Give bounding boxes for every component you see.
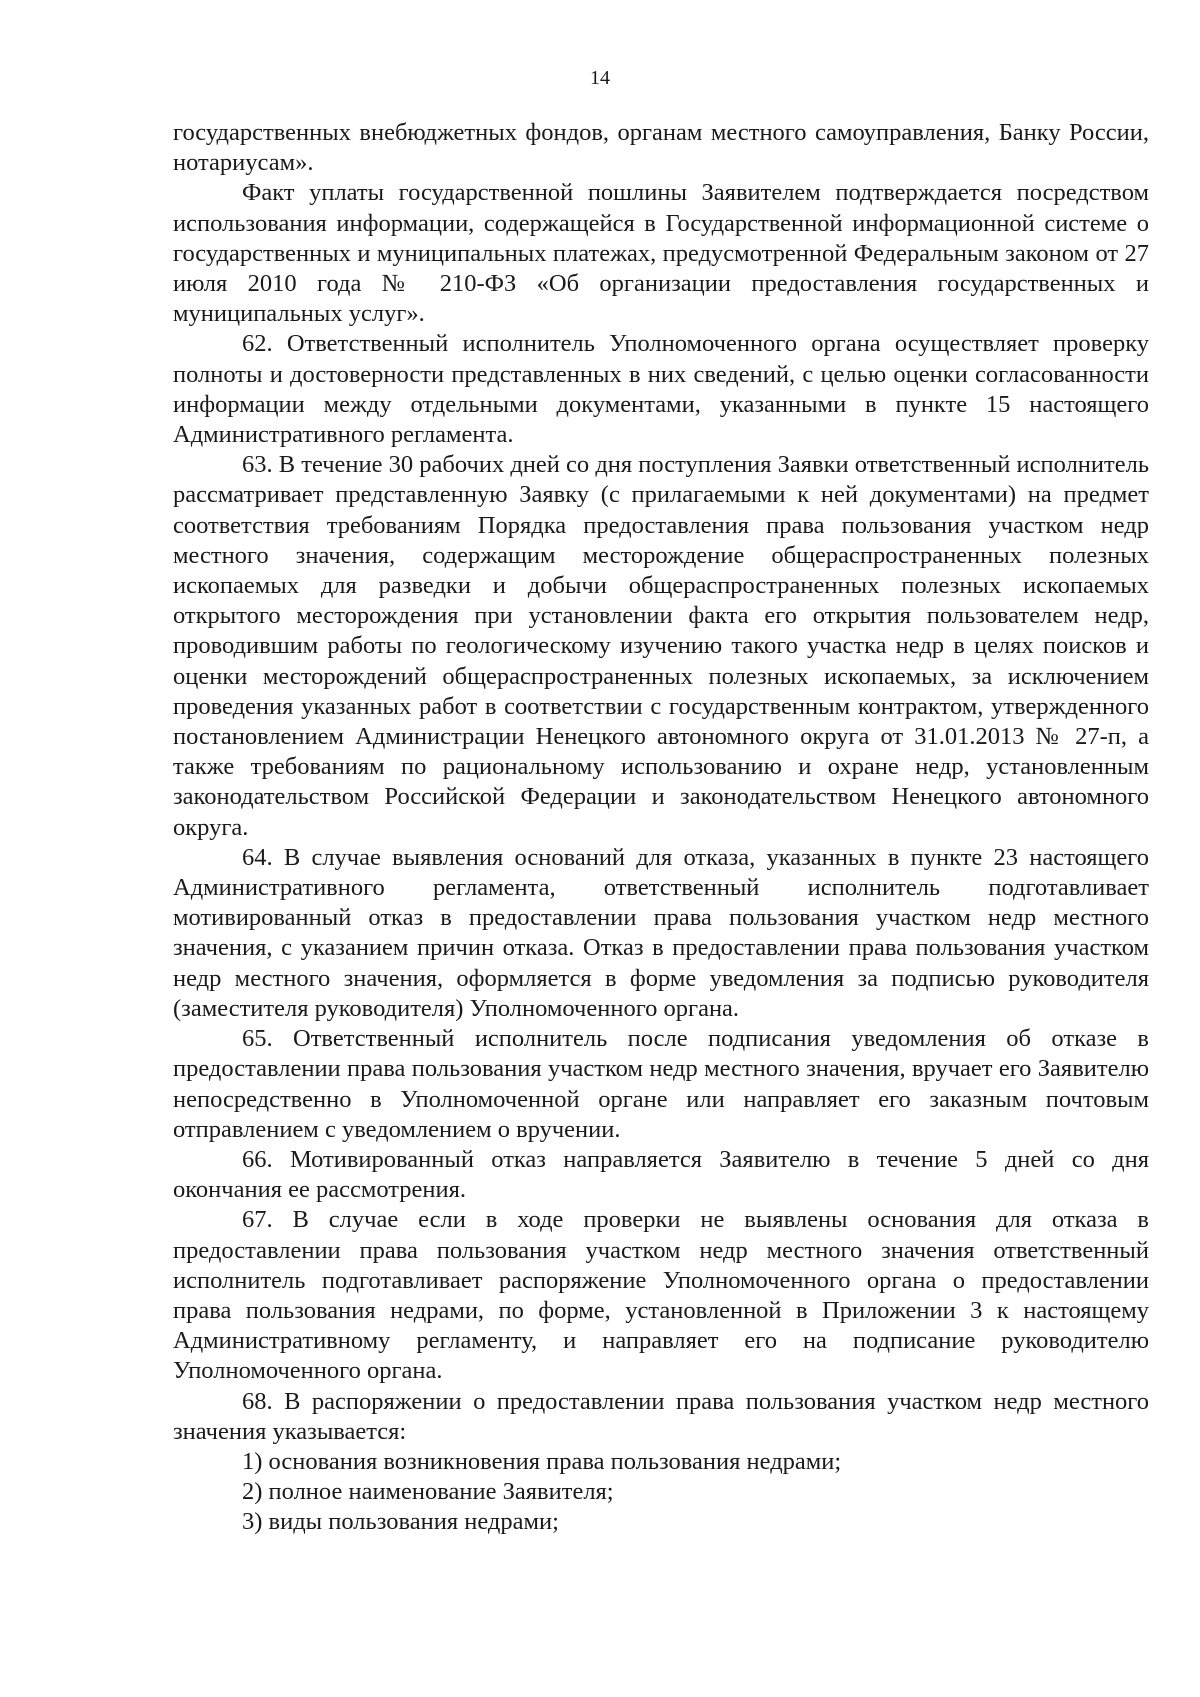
paragraph-65: 65. Ответственный исполнитель после подписания уведомления об отказе в предоставлении права пользования участком недр местного значения, вручает его Заявителю непосредственно в Уполномоченной органе или направляет его заказным почтовым отправлением с уведомлением о вручении.	[173, 1025, 1149, 1143]
paragraph-fee-payment: Факт уплаты государственной пошлины Заявителем подтверждается посредством использования информации, содержащейся в Государственной информационной системе о государственных и муниципальных платежах, предусмотренной Федеральным законом от 27 июля 2010 года № 210-ФЗ «Об организации предоставления государственных и муниципальных услуг».	[173, 179, 1149, 328]
list-item: 1) основания возникновения права пользования недрами;	[242, 1447, 842, 1475]
paragraph-62: 62. Ответственный исполнитель Уполномоченного органа осуществляет проверку полноты и достоверности представленных в них сведений, с целью оценки согласованности информации между отдельными документами, указанными в пункте 15 настоящего Административного регламента.	[173, 330, 1149, 449]
paragraph-67: 67. В случае если в ходе проверки не выявлены основания для отказа в предоставлении права пользования участком недр местного значения ответственный исполнитель подготавливает распоряжение Уполномоченного органа о предоставлении права пользования недрами, по форме, установленной в Приложении 3 к настоящему Административному регламенту, и направляет его на подписание руководителю Уполномоченного органа.	[173, 1206, 1149, 1385]
paragraph-63: 63. В течение 30 рабочих дней со дня поступления Заявки ответственный исполнитель рассматривает представленную Заявку (с прилагаемыми к ней документами) на предмет соответствия требованиям Порядка предоставления права пользования участком недр местного значения, содержащим месторождение общераспространенных полезных ископаемых для разведки и добычи общераспространенных полезных ископаемых открытого месторождения при установлении факта его открытия пользователем недр, проводившим работы по геологическому изучению такого участка недр в целях поисков и оценки месторождений общераспространенных полезных ископаемых, за исключением проведения указанных работ в соответствии с государственным контрактом, утвержденного постановлением Администрации Ненецкого автономного округа от 31.01.2013 № 27-п, а также требованиям по рациональному использованию и охране недр, установленным законодательством Российской Федерации и законодательством Ненецкого автономного округа.	[173, 451, 1149, 841]
page-number: 14	[590, 67, 610, 89]
list-item: 3) виды пользования недрами;	[242, 1508, 559, 1536]
paragraph-64: 64. В случае выявления оснований для отказа, указанных в пункте 23 настоящего Административного регламента, ответственный исполнитель подготавливает мотивированный отказ в предоставлении права пользования участком недр местного значения, с указанием причин отказа. Отказ в предоставлении права пользования участком недр местного значения, оформляется в форме уведомления за подписью руководителя (заместителя руководителя) Уполномоченного органа.	[173, 843, 1149, 1022]
paragraph-68: 68. В распоряжении о предоставлении права пользования участком недр местного значения указывается:	[173, 1387, 1149, 1445]
document-body	[173, 118, 1149, 1538]
paragraph-continuation: государственных внебюджетных фондов, органам местного самоуправления, Банку России, нотариусам».	[173, 119, 1149, 177]
list-item: 2) полное наименование Заявителя;	[242, 1478, 614, 1506]
paragraph-66: 66. Мотивированный отказ направляется Заявителю в течение 5 дней со дня окончания ее рассмотрения.	[173, 1145, 1149, 1204]
